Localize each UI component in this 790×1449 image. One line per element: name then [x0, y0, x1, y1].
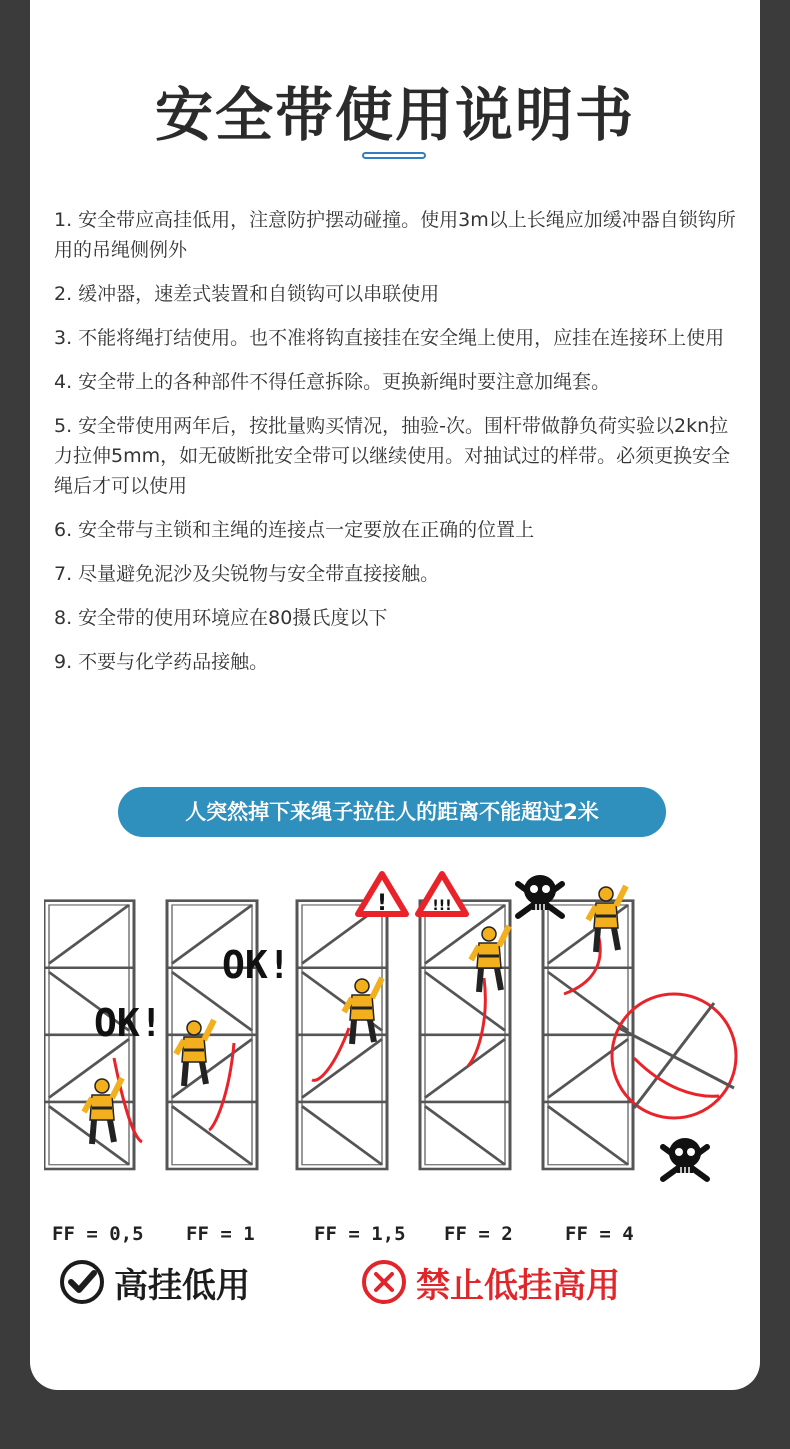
fall-factor-label: FF = 2	[444, 1223, 513, 1245]
rule-item: 3. 不能将绳打结使用。也不准将钩直接挂在安全绳上使用，应挂在连接环上使用	[54, 327, 725, 349]
rule-item: 2. 缓冲器，速差式装置和自锁钩可以串联使用	[54, 283, 440, 305]
ok-label-2: OK!	[222, 943, 291, 987]
skull-crossbones-icon	[663, 1138, 707, 1179]
rule-item: 5. 安全带使用两年后，按批量购买情况，抽验-次。围杆带做静负荷实验以2kn拉力拉伸5mm，如无破断批安全带可以继续使用。对抽试过的样带。必须更换安全绳后才可以使用	[54, 415, 731, 497]
rule-item: 7. 尽量避免泥沙及尖锐物与安全带直接接触。	[54, 563, 440, 585]
ok-label-1: OK!	[94, 1001, 163, 1045]
legend-correct	[58, 1257, 250, 1307]
page-title: 安全带使用说明书	[154, 81, 635, 149]
title-underline	[362, 152, 426, 159]
legend-forbidden-text: 禁止低挂高用	[416, 1265, 620, 1306]
tower-5	[543, 901, 633, 1169]
worker-5	[588, 886, 626, 952]
legend-correct-text: 高挂低用	[114, 1265, 250, 1306]
fall-distance-banner: 人突然掉下来绳子拉住人的距离不能超过2米	[118, 787, 666, 837]
skull-crossbones-icon	[518, 875, 562, 916]
cross-circle-icon	[360, 1258, 408, 1306]
rule-item: 4. 安全带上的各种部件不得任意拆除。更换新绳时要注意加绳套。	[54, 371, 611, 393]
legend-forbidden	[360, 1257, 620, 1307]
fall-factor-label: FF = 0,5	[52, 1223, 144, 1245]
fall-factor-illustration	[44, 868, 750, 1188]
fall-factor-label: FF = 1,5	[314, 1223, 406, 1245]
warning-triangle-icon	[418, 874, 466, 914]
rule-item: 9. 不要与化学药品接触。	[54, 651, 269, 673]
warning-triangle-icon	[358, 874, 406, 916]
worker-1	[84, 1078, 122, 1144]
worker-4	[471, 926, 509, 992]
worker-2	[176, 1020, 214, 1086]
warning-mark: !	[376, 891, 388, 916]
rule-item: 8. 安全带的使用环境应在80摄氏度以下	[54, 607, 388, 629]
fall-factor-label: FF = 1	[186, 1223, 255, 1245]
rules-list	[54, 205, 744, 691]
check-circle-icon	[58, 1258, 106, 1306]
warning-mark: !!!	[432, 898, 452, 914]
rule-item: 1. 安全带应高挂低用，注意防护摆动碰撞。使用3m以上长绳应加缓冲器自锁钩所用的吊绳侧例外	[54, 209, 736, 261]
tower-4	[420, 901, 510, 1169]
rule-item: 6. 安全带与主锁和主绳的连接点一定要放在正确的位置上	[54, 519, 535, 541]
fall-factor-label: FF = 4	[565, 1223, 634, 1245]
